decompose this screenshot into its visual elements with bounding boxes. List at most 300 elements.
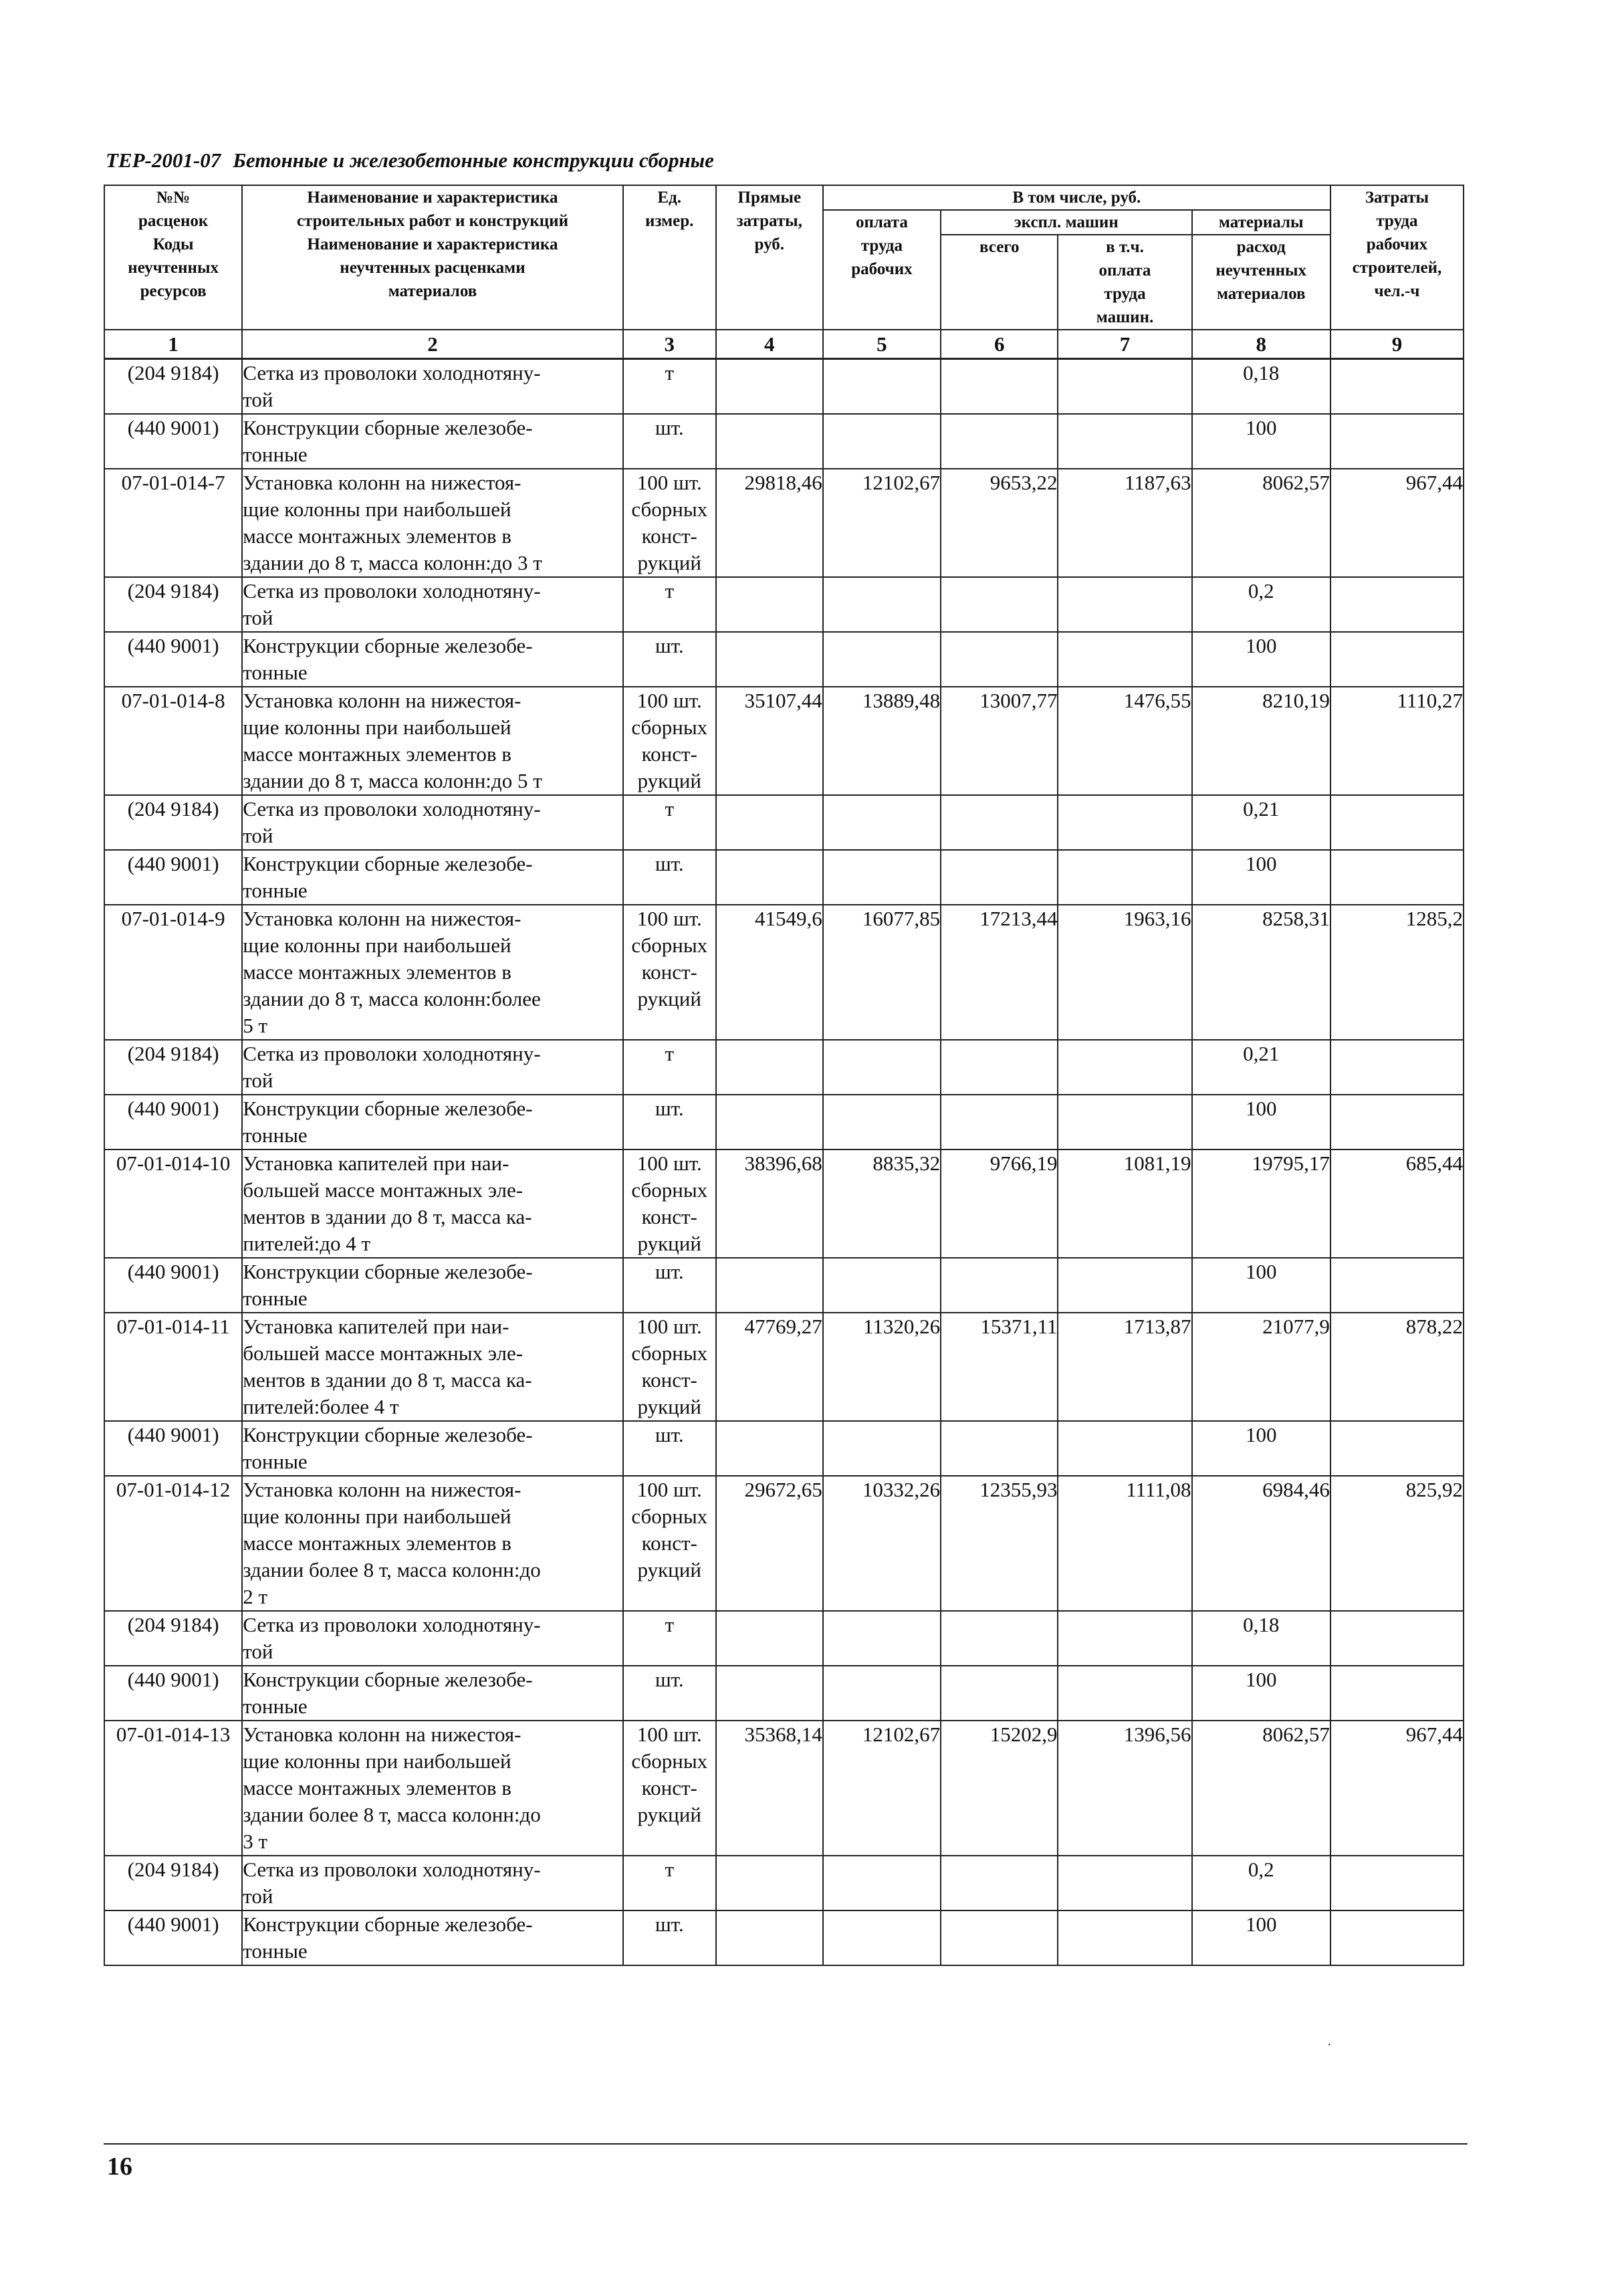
rate-code: (440 9001) bbox=[104, 414, 242, 469]
work-name-line: Установка капителей при наи- bbox=[243, 1315, 509, 1338]
direct-costs bbox=[716, 1258, 823, 1313]
rate-code: (440 9001) bbox=[104, 1258, 242, 1313]
unit-line: 100 шт. bbox=[636, 689, 702, 712]
head-line: рабочих bbox=[1366, 235, 1428, 253]
work-name-line: тонные bbox=[243, 1695, 308, 1718]
unit-line: конст- bbox=[641, 524, 697, 548]
head-line: труда bbox=[1104, 285, 1146, 303]
head-group: В том числе, руб. bbox=[823, 185, 1330, 210]
machines-pay: 1963,16 bbox=[1058, 905, 1191, 1040]
footer-rule bbox=[104, 2143, 1468, 2145]
work-name-line: Конструкции сборные железобе- bbox=[243, 1423, 533, 1446]
worker-pay: 16077,85 bbox=[823, 905, 941, 1040]
head-line: затраты, bbox=[736, 212, 802, 230]
unit-line: 100 шт. bbox=[636, 1478, 702, 1501]
unit bbox=[623, 795, 716, 850]
work-name-line: здании более 8 т, масса колонн:до bbox=[243, 1558, 541, 1581]
work-name-line: щие колонны при наибольшей bbox=[243, 934, 511, 957]
machines-total bbox=[941, 795, 1058, 850]
direct-costs: 29672,65 bbox=[716, 1476, 823, 1611]
direct-costs bbox=[716, 1910, 823, 1965]
machines-total bbox=[941, 632, 1058, 687]
table-row bbox=[104, 414, 1464, 469]
rate-code: 07-01-014-9 bbox=[104, 905, 242, 1040]
machines-pay: 1396,56 bbox=[1058, 1721, 1191, 1856]
worker-pay bbox=[823, 577, 941, 632]
unit-line: т bbox=[665, 579, 675, 603]
work-name bbox=[242, 577, 622, 632]
work-name-line: тонные bbox=[243, 879, 308, 902]
work-name bbox=[242, 1721, 622, 1856]
unit-line: 100 шт. bbox=[636, 1315, 702, 1338]
direct-costs bbox=[716, 1856, 823, 1910]
table-head bbox=[104, 185, 1464, 359]
machines-pay bbox=[1058, 1856, 1191, 1910]
head-line: строителей, bbox=[1352, 259, 1442, 277]
unit-line: шт. bbox=[655, 1668, 684, 1691]
rate-code: (440 9001) bbox=[104, 850, 242, 905]
work-name-line: Конструкции сборные железобе- bbox=[243, 1913, 533, 1936]
labor-costs bbox=[1330, 414, 1464, 469]
machines-total bbox=[941, 850, 1058, 905]
head-col-codes bbox=[104, 185, 242, 330]
machines-pay bbox=[1058, 1258, 1191, 1313]
direct-costs bbox=[716, 1040, 823, 1095]
labor-costs bbox=[1330, 1421, 1464, 1476]
head-col-labor bbox=[1330, 185, 1464, 330]
labor-costs: 825,92 bbox=[1330, 1476, 1464, 1611]
work-name-line: Установка колонн на нижестоя- bbox=[243, 1723, 521, 1746]
materials: 100 bbox=[1192, 414, 1330, 469]
head-pay-lines bbox=[824, 211, 940, 281]
rate-code: (204 9184) bbox=[104, 577, 242, 632]
table-row bbox=[104, 795, 1464, 850]
table-row bbox=[104, 1150, 1464, 1258]
table-row bbox=[104, 1040, 1464, 1095]
column-number: 2 bbox=[242, 330, 622, 359]
unit-line: 100 шт. bbox=[636, 471, 702, 494]
machines-total: 9766,19 bbox=[941, 1150, 1058, 1258]
work-name-line: Конструкции сборные железобе- bbox=[243, 416, 533, 439]
direct-costs bbox=[716, 414, 823, 469]
machines-pay: 1081,19 bbox=[1058, 1150, 1191, 1258]
unit-line: т bbox=[665, 1858, 675, 1881]
unit-line: рукций bbox=[637, 1232, 701, 1255]
work-name bbox=[242, 1095, 622, 1150]
table-row bbox=[104, 1666, 1464, 1721]
rate-code: (440 9001) bbox=[104, 1421, 242, 1476]
head-col2-lines bbox=[243, 186, 622, 303]
work-name-line: Сетка из проволоки холоднотяну- bbox=[243, 1042, 541, 1065]
work-name-line: той bbox=[243, 1884, 273, 1908]
machines-pay bbox=[1058, 414, 1191, 469]
head-col-unit bbox=[623, 185, 716, 330]
direct-costs: 35107,44 bbox=[716, 687, 823, 795]
column-number: 9 bbox=[1330, 330, 1464, 359]
labor-costs bbox=[1330, 850, 1464, 905]
worker-pay: 11320,26 bbox=[823, 1313, 941, 1421]
unit bbox=[623, 359, 716, 415]
head-col-pay bbox=[823, 210, 941, 330]
machines-total: 12355,93 bbox=[941, 1476, 1058, 1611]
head-col3-lines bbox=[624, 186, 715, 233]
worker-pay bbox=[823, 1666, 941, 1721]
machines-total bbox=[941, 577, 1058, 632]
table-row bbox=[104, 687, 1464, 795]
direct-costs bbox=[716, 1095, 823, 1150]
labor-costs bbox=[1330, 359, 1464, 415]
price-table bbox=[104, 185, 1464, 1966]
work-name-line: той bbox=[243, 1069, 273, 1092]
direct-costs bbox=[716, 1666, 823, 1721]
table-row bbox=[104, 632, 1464, 687]
machines-pay bbox=[1058, 795, 1191, 850]
work-name-line: большей массе монтажных эле- bbox=[243, 1341, 524, 1365]
work-name-line: здании до 8 т, масса колонн:до 5 т bbox=[243, 769, 542, 792]
machines-total: 17213,44 bbox=[941, 905, 1058, 1040]
scan-mark: · bbox=[1327, 2038, 1332, 2052]
direct-costs: 38396,68 bbox=[716, 1150, 823, 1258]
head-line: ресурсов bbox=[140, 282, 207, 300]
work-name-line: ментов в здании до 8 т, масса ка- bbox=[243, 1205, 532, 1228]
materials: 0,18 bbox=[1192, 359, 1330, 415]
unit-line: т bbox=[665, 1613, 675, 1636]
column-number: 4 bbox=[716, 330, 823, 359]
unit-line: шт. bbox=[655, 852, 684, 875]
direct-costs bbox=[716, 850, 823, 905]
work-name-line: Установка колонн на нижестоя- bbox=[243, 471, 521, 494]
rate-code: (204 9184) bbox=[104, 359, 242, 415]
unit-line: конст- bbox=[641, 1205, 697, 1228]
table-row bbox=[104, 905, 1464, 1040]
machines-total: 9653,22 bbox=[941, 469, 1058, 577]
head-materials: материалы bbox=[1192, 210, 1330, 235]
unit-line: шт. bbox=[655, 1913, 684, 1936]
worker-pay bbox=[823, 1611, 941, 1666]
work-name-line: той bbox=[243, 606, 273, 629]
direct-costs bbox=[716, 359, 823, 415]
work-name bbox=[242, 1611, 622, 1666]
work-name bbox=[242, 1313, 622, 1421]
worker-pay bbox=[823, 795, 941, 850]
unit bbox=[623, 850, 716, 905]
work-name-line: массе монтажных элементов в bbox=[243, 960, 511, 984]
materials: 0,2 bbox=[1192, 577, 1330, 632]
labor-costs bbox=[1330, 1095, 1464, 1150]
work-name-line: массе монтажных элементов в bbox=[243, 524, 511, 548]
unit bbox=[623, 1611, 716, 1666]
labor-costs bbox=[1330, 795, 1464, 850]
labor-costs bbox=[1330, 1611, 1464, 1666]
work-name-line: Сетка из проволоки холоднотяну- bbox=[243, 579, 541, 603]
unit-line: 100 шт. bbox=[636, 907, 702, 930]
labor-costs bbox=[1330, 1666, 1464, 1721]
head-mach-total: всего bbox=[941, 235, 1058, 330]
unit-line: 100 шт. bbox=[636, 1723, 702, 1746]
unit-line: т bbox=[665, 361, 675, 385]
machines-total: 15202,9 bbox=[941, 1721, 1058, 1856]
machines-pay bbox=[1058, 1095, 1191, 1150]
unit-line: 100 шт. bbox=[636, 1152, 702, 1175]
work-name bbox=[242, 1666, 622, 1721]
work-name-line: тонные bbox=[243, 1123, 308, 1147]
head-col9-lines bbox=[1331, 186, 1463, 303]
work-name bbox=[242, 359, 622, 415]
head-line: Затраты bbox=[1365, 189, 1429, 207]
work-name-line: Сетка из проволоки холоднотяну- bbox=[243, 1858, 541, 1881]
machines-total bbox=[941, 359, 1058, 415]
work-name-line: щие колонны при наибольшей bbox=[243, 1505, 511, 1528]
labor-costs bbox=[1330, 1910, 1464, 1965]
work-name bbox=[242, 795, 622, 850]
machines-pay bbox=[1058, 577, 1191, 632]
labor-costs: 967,44 bbox=[1330, 1721, 1464, 1856]
machines-pay: 1476,55 bbox=[1058, 687, 1191, 795]
rate-code: (204 9184) bbox=[104, 795, 242, 850]
worker-pay bbox=[823, 1910, 941, 1965]
machines-pay: 1713,87 bbox=[1058, 1313, 1191, 1421]
work-name-line: пителей:до 4 т bbox=[243, 1232, 371, 1255]
machines-total bbox=[941, 1258, 1058, 1313]
worker-pay: 8835,32 bbox=[823, 1150, 941, 1258]
direct-costs bbox=[716, 1421, 823, 1476]
machines-total bbox=[941, 1666, 1058, 1721]
work-name-line: большей массе монтажных эле- bbox=[243, 1178, 524, 1202]
work-name-line: Установка колонн на нижестоя- bbox=[243, 1478, 521, 1501]
labor-costs bbox=[1330, 1040, 1464, 1095]
materials: 100 bbox=[1192, 1666, 1330, 1721]
head-line: чел.-ч bbox=[1374, 282, 1420, 300]
head-line: Прямые bbox=[737, 189, 802, 207]
unit bbox=[623, 905, 716, 1040]
head-line: труда bbox=[1376, 212, 1418, 230]
materials: 8062,57 bbox=[1192, 469, 1330, 577]
document-code: ТЕР-2001-07 bbox=[106, 148, 221, 172]
worker-pay bbox=[823, 1258, 941, 1313]
table-row bbox=[104, 359, 1464, 415]
work-name-line: Установка капителей при наи- bbox=[243, 1152, 509, 1175]
labor-costs: 1285,2 bbox=[1330, 905, 1464, 1040]
column-number: 1 bbox=[104, 330, 242, 359]
labor-costs: 878,22 bbox=[1330, 1313, 1464, 1421]
head-mach-incl bbox=[1058, 235, 1191, 330]
work-name-line: здании до 8 т, масса колонн:более bbox=[243, 987, 541, 1010]
head-line: материалов bbox=[1216, 285, 1306, 303]
head-line: Коды bbox=[152, 235, 194, 253]
worker-pay: 13889,48 bbox=[823, 687, 941, 795]
work-name-line: массе монтажных элементов в bbox=[243, 742, 511, 766]
work-name bbox=[242, 687, 622, 795]
unit-line: рукций bbox=[637, 1803, 701, 1826]
labor-costs: 967,44 bbox=[1330, 469, 1464, 577]
materials: 0,2 bbox=[1192, 1856, 1330, 1910]
machines-total bbox=[941, 1856, 1058, 1910]
worker-pay: 12102,67 bbox=[823, 469, 941, 577]
work-name-line: массе монтажных элементов в bbox=[243, 1776, 511, 1799]
materials: 8258,31 bbox=[1192, 905, 1330, 1040]
materials: 0,21 bbox=[1192, 1040, 1330, 1095]
unit-line: шт. bbox=[655, 1097, 684, 1120]
unit-line: сборных bbox=[631, 1178, 708, 1202]
unit-line: т bbox=[665, 797, 675, 821]
unit-line: конст- bbox=[641, 1776, 697, 1799]
unit bbox=[623, 577, 716, 632]
head-line: Наименование и характеристика bbox=[307, 235, 558, 253]
labor-costs bbox=[1330, 1258, 1464, 1313]
work-name-line: 5 т bbox=[243, 1014, 268, 1037]
work-name bbox=[242, 469, 622, 577]
machines-total bbox=[941, 1611, 1058, 1666]
head-machines: экспл. машин bbox=[941, 210, 1191, 235]
machines-pay bbox=[1058, 1611, 1191, 1666]
head-line: оплата bbox=[855, 213, 908, 231]
work-name-line: Установка колонн на нижестоя- bbox=[243, 907, 521, 930]
direct-costs: 47769,27 bbox=[716, 1313, 823, 1421]
direct-costs bbox=[716, 577, 823, 632]
rate-code: (204 9184) bbox=[104, 1611, 242, 1666]
work-name-line: тонные bbox=[243, 1450, 308, 1473]
work-name bbox=[242, 414, 622, 469]
materials: 100 bbox=[1192, 1910, 1330, 1965]
labor-costs: 1110,27 bbox=[1330, 687, 1464, 795]
unit-line: шт. bbox=[655, 1260, 684, 1283]
work-name-line: 2 т bbox=[243, 1585, 268, 1608]
head-mat-sub-lines bbox=[1193, 235, 1330, 306]
labor-costs bbox=[1330, 1856, 1464, 1910]
head-line: оплата bbox=[1098, 261, 1151, 280]
head-line: в т.ч. bbox=[1106, 238, 1144, 256]
worker-pay bbox=[823, 359, 941, 415]
machines-total bbox=[941, 1910, 1058, 1965]
head-line: машин. bbox=[1096, 308, 1154, 326]
unit bbox=[623, 1721, 716, 1856]
table-row bbox=[104, 1476, 1464, 1611]
direct-costs: 29818,46 bbox=[716, 469, 823, 577]
head-line: расценок bbox=[138, 212, 209, 230]
unit bbox=[623, 1313, 716, 1421]
materials: 100 bbox=[1192, 1258, 1330, 1313]
unit-line: рукций bbox=[637, 769, 701, 792]
unit-line: конст- bbox=[641, 960, 697, 984]
machines-pay bbox=[1058, 1666, 1191, 1721]
work-name-line: тонные bbox=[243, 1287, 308, 1310]
machines-total bbox=[941, 1040, 1058, 1095]
table-row bbox=[104, 1095, 1464, 1150]
work-name-line: 3 т bbox=[243, 1830, 268, 1853]
work-name-line: Сетка из проволоки холоднотяну- bbox=[243, 797, 541, 821]
worker-pay: 12102,67 bbox=[823, 1721, 941, 1856]
machines-pay bbox=[1058, 1421, 1191, 1476]
head-mat-sub bbox=[1192, 235, 1330, 330]
labor-costs: 685,44 bbox=[1330, 1150, 1464, 1258]
work-name bbox=[242, 632, 622, 687]
head-col-name bbox=[242, 185, 622, 330]
rate-code: 07-01-014-13 bbox=[104, 1721, 242, 1856]
head-line: Наименование и характеристика bbox=[307, 189, 558, 207]
head-line: №№ bbox=[156, 189, 191, 207]
unit-line: шт. bbox=[655, 634, 684, 657]
machines-total: 13007,77 bbox=[941, 687, 1058, 795]
materials: 0,18 bbox=[1192, 1611, 1330, 1666]
column-number-row bbox=[104, 330, 1464, 359]
unit-line: рукций bbox=[637, 1558, 701, 1581]
table-row bbox=[104, 577, 1464, 632]
work-name-line: Конструкции сборные железобе- bbox=[243, 852, 533, 875]
worker-pay: 10332,26 bbox=[823, 1476, 941, 1611]
unit bbox=[623, 1258, 716, 1313]
work-name-line: той bbox=[243, 824, 273, 847]
machines-total bbox=[941, 414, 1058, 469]
head-line: материалов bbox=[388, 282, 477, 300]
rate-code: (440 9001) bbox=[104, 632, 242, 687]
direct-costs bbox=[716, 632, 823, 687]
unit-line: конст- bbox=[641, 1531, 697, 1555]
work-name-line: Конструкции сборные железобе- bbox=[243, 1668, 533, 1691]
work-name bbox=[242, 1910, 622, 1965]
work-name bbox=[242, 1476, 622, 1611]
work-name-line: здании до 8 т, масса колонн:до 3 т bbox=[243, 551, 542, 574]
machines-total bbox=[941, 1421, 1058, 1476]
unit bbox=[623, 1910, 716, 1965]
rate-code: (440 9001) bbox=[104, 1910, 242, 1965]
materials: 8062,57 bbox=[1192, 1721, 1330, 1856]
unit bbox=[623, 1856, 716, 1910]
unit bbox=[623, 1666, 716, 1721]
rate-code: 07-01-014-10 bbox=[104, 1150, 242, 1258]
rate-code: 07-01-014-8 bbox=[104, 687, 242, 795]
machines-total bbox=[941, 1095, 1058, 1150]
work-name-line: массе монтажных элементов в bbox=[243, 1531, 511, 1555]
work-name bbox=[242, 1040, 622, 1095]
work-name-line: Конструкции сборные железобе- bbox=[243, 1097, 533, 1120]
work-name-line: той bbox=[243, 1640, 273, 1663]
worker-pay bbox=[823, 1421, 941, 1476]
materials: 19795,17 bbox=[1192, 1150, 1330, 1258]
unit-line: сборных bbox=[631, 498, 708, 521]
materials: 100 bbox=[1192, 850, 1330, 905]
unit bbox=[623, 1476, 716, 1611]
worker-pay bbox=[823, 1095, 941, 1150]
work-name-line: Сетка из проволоки холоднотяну- bbox=[243, 361, 541, 385]
rate-code: (440 9001) bbox=[104, 1095, 242, 1150]
unit-line: сборных bbox=[631, 1505, 708, 1528]
worker-pay bbox=[823, 1856, 941, 1910]
unit-line: сборных bbox=[631, 716, 708, 739]
table-row bbox=[104, 1856, 1464, 1910]
work-name-line: тонные bbox=[243, 1939, 308, 1963]
rate-code: 07-01-014-11 bbox=[104, 1313, 242, 1421]
worker-pay bbox=[823, 632, 941, 687]
unit-line: сборных bbox=[631, 1341, 708, 1365]
worker-pay bbox=[823, 1040, 941, 1095]
head-line: труда bbox=[860, 237, 903, 255]
unit-line: рукций bbox=[637, 987, 701, 1010]
unit-line: рукций bbox=[637, 551, 701, 574]
rate-code: 07-01-014-12 bbox=[104, 1476, 242, 1611]
head-col1-lines bbox=[105, 186, 241, 303]
machines-pay bbox=[1058, 850, 1191, 905]
unit-line: конст- bbox=[641, 742, 697, 766]
machines-pay bbox=[1058, 359, 1191, 415]
unit-line: сборных bbox=[631, 934, 708, 957]
rate-code: 07-01-014-7 bbox=[104, 469, 242, 577]
materials: 100 bbox=[1192, 1421, 1330, 1476]
unit-line: шт. bbox=[655, 416, 684, 439]
head-line: расход bbox=[1236, 238, 1286, 256]
work-name-line: Конструкции сборные железобе- bbox=[243, 1260, 533, 1283]
head-line: измер. bbox=[645, 212, 694, 230]
worker-pay bbox=[823, 850, 941, 905]
